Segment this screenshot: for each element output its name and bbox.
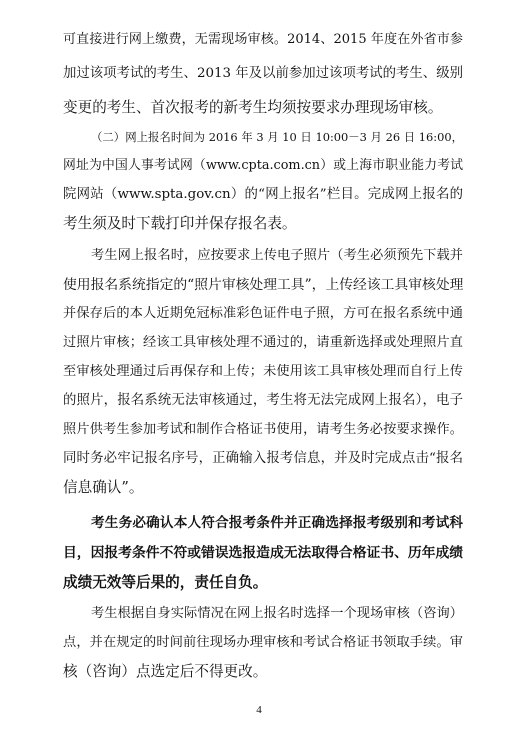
text-line: 点，并在规定的时间前往现场办理审核和考试合格证书领取手续。审 [63, 635, 463, 650]
text-line: 网址为中国人事考试网（www.cpta.com.cn）或上海市职业能力考试 [63, 158, 463, 173]
text-line: 至审核处理通过后再保存和上传；未使用该工具审核处理而自行上传 [63, 364, 463, 379]
text-line: 考生务必确认本人符合报考条件并正确选择报考级别和考试科 [91, 515, 463, 531]
text-line: 变更的考生、首次报考的新考生均须按要求办理现场审核。 [63, 99, 443, 116]
page-number: 4 [256, 704, 262, 716]
text-line: 过照片审核；经该工具审核处理不通过的，请重新选择或处理照片直 [63, 335, 463, 350]
text-line: 目，因报考条件不符或错误选报造成无法取得合格证书、历年成绩 [63, 545, 463, 561]
text-line: 成绩无效等后果的，责任自负。 [63, 574, 268, 591]
text-line: 院网站（www.spta.gov.cn）的“网上报名”栏目。完成网上报名的 [63, 187, 463, 202]
text-line: 核（咨询）点选定后不得更改。 [63, 663, 268, 680]
text-line: 考生网上报名时，应按要求上传电子照片（考生必须预先下载并 [91, 248, 463, 263]
text-line: （二）网上报名时间为 2016 年 3 月 10 日 10:00－3 月 26 日 16:00， [91, 130, 463, 144]
text-line: 可直接进行网上缴费，无需现场审核。2014、2015 年度在外省市参 [63, 32, 463, 47]
text-line: 加过该项考试的考生、2013 年及以前参加过该项考试的考生、级别 [63, 66, 463, 81]
text-line: 使用报名系统指定的“照片审核处理工具”，上传经该工具审核处理 [63, 277, 463, 293]
text-line: 的照片，报名系统无法审核通过，考生将无法完成网上报名），电子 [63, 393, 463, 408]
text-line: 同时务必牢记报名序号，正确输入报考信息，并及时完成点击“报名 [63, 451, 463, 466]
text-line: 并保存后的本人近期免冠标准彩色证件电子照，方可在报名系统中通 [63, 306, 463, 321]
text-line: 照片供考生参加考试和制作合格证书使用，请考生务必按要求操作。 [63, 422, 463, 437]
text-line: 信息确认”。 [63, 479, 144, 496]
text-line: 考生根据自身实际情况在网上报名时选择一个现场审核（咨询） [91, 606, 463, 621]
text-line: 考生须及时下载打印并保存报名表。 [63, 215, 297, 232]
